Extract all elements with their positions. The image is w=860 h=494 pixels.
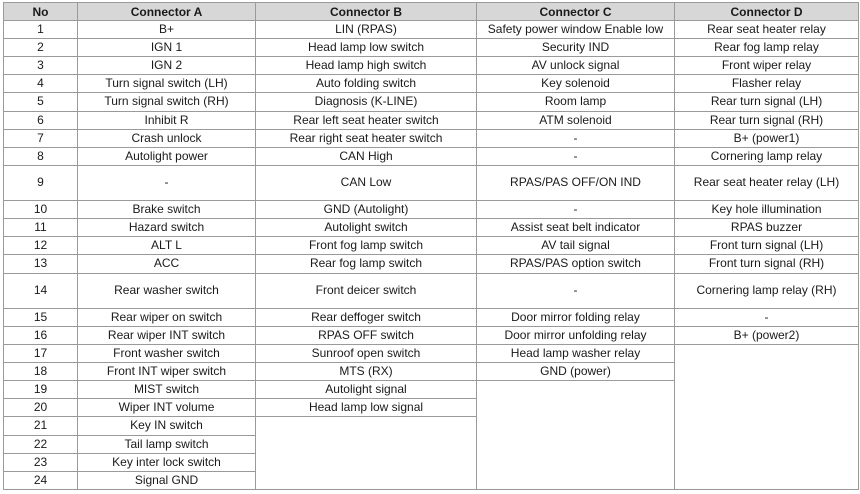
connector-c-cell: Head lamp washer relay [477, 344, 675, 362]
connector-d-cell: - [675, 308, 859, 326]
connector-pinout-table [3, 2, 859, 490]
connector-b-cell: CAN High [256, 147, 477, 165]
table-row [4, 273, 859, 308]
connector-d-cell: Rear seat heater relay [675, 21, 859, 39]
connector-b-cell: Rear left seat heater switch [256, 111, 477, 129]
connector-c-cell: GND (power) [477, 363, 675, 381]
table-row [4, 326, 859, 344]
connector-b-cell: Front fog lamp switch [256, 237, 477, 255]
connector-a-cell: Crash unlock [78, 129, 256, 147]
connector-b-cell: Sunroof open switch [256, 344, 477, 362]
pin-number-cell: 16 [4, 326, 78, 344]
connector-d-cell: Rear turn signal (RH) [675, 111, 859, 129]
connector-a-cell: Brake switch [78, 201, 256, 219]
connector-d-cell: RPAS buzzer [675, 219, 859, 237]
connector-c-cell: - [477, 273, 675, 308]
connector-a-cell: Tail lamp switch [78, 435, 256, 453]
connector-a-cell: Wiper INT volume [78, 399, 256, 417]
header-row [4, 3, 859, 21]
table-row [4, 165, 859, 200]
connector-a-cell: Front washer switch [78, 344, 256, 362]
connector-b-cell: RPAS OFF switch [256, 326, 477, 344]
pin-number-cell: 5 [4, 93, 78, 111]
connector-a-cell: MIST switch [78, 381, 256, 399]
connector-d-cell: Key hole illumination [675, 201, 859, 219]
connector-a-cell: Rear wiper on switch [78, 308, 256, 326]
pin-number-cell: 9 [4, 165, 78, 200]
pin-number-cell: 3 [4, 57, 78, 75]
table-row [4, 237, 859, 255]
table-row [4, 147, 859, 165]
connector-c-cell: AV tail signal [477, 237, 675, 255]
connector-b-cell: Rear right seat heater switch [256, 129, 477, 147]
pin-number-cell: 7 [4, 129, 78, 147]
connector-b-cell: Head lamp low signal [256, 399, 477, 417]
connector-c-cell: AV unlock signal [477, 57, 675, 75]
header-connector-d: Connector D [675, 3, 859, 21]
pin-number-cell: 1 [4, 21, 78, 39]
pin-number-cell: 4 [4, 75, 78, 93]
table-body [4, 21, 859, 490]
connector-b-cell: Diagnosis (K-LINE) [256, 93, 477, 111]
connector-b-cell: CAN Low [256, 165, 477, 200]
pin-number-cell: 15 [4, 308, 78, 326]
connector-c-cell: ATM solenoid [477, 111, 675, 129]
connector-b-cell: MTS (RX) [256, 363, 477, 381]
connector-a-cell: Rear wiper INT switch [78, 326, 256, 344]
table-row [4, 344, 859, 362]
connector-a-cell: Key IN switch [78, 417, 256, 435]
connector-b-cell: Rear deffoger switch [256, 308, 477, 326]
header-connector-b: Connector B [256, 3, 477, 21]
connector-b-cell: Head lamp low switch [256, 39, 477, 57]
table-row [4, 93, 859, 111]
connector-b-cell: Autolight signal [256, 381, 477, 399]
connector-a-cell: Key inter lock switch [78, 453, 256, 471]
connector-d-cell: Front wiper relay [675, 57, 859, 75]
connector-d-cell: B+ (power1) [675, 129, 859, 147]
empty-cell-d [675, 344, 859, 489]
connector-c-cell: - [477, 147, 675, 165]
pin-number-cell: 2 [4, 39, 78, 57]
connector-a-cell: Turn signal switch (LH) [78, 75, 256, 93]
connector-d-cell: Cornering lamp relay [675, 147, 859, 165]
connector-a-cell: Rear washer switch [78, 273, 256, 308]
empty-cell-c [477, 381, 675, 490]
connector-a-cell: ACC [78, 255, 256, 273]
connector-d-cell: Rear turn signal (LH) [675, 93, 859, 111]
empty-cell-b [256, 417, 477, 490]
connector-d-cell: Cornering lamp relay (RH) [675, 273, 859, 308]
table-row [4, 129, 859, 147]
connector-c-cell: Room lamp [477, 93, 675, 111]
connector-b-cell: GND (Autolight) [256, 201, 477, 219]
table-row [4, 21, 859, 39]
connector-a-cell: Inhibit R [78, 111, 256, 129]
header-connector-a: Connector A [78, 3, 256, 21]
connector-d-cell: Flasher relay [675, 75, 859, 93]
table-row [4, 255, 859, 273]
header-no: No [4, 3, 78, 21]
table-row [4, 111, 859, 129]
connector-b-cell: Autolight switch [256, 219, 477, 237]
pin-number-cell: 23 [4, 453, 78, 471]
pin-number-cell: 18 [4, 363, 78, 381]
connector-a-cell: Turn signal switch (RH) [78, 93, 256, 111]
pin-number-cell: 19 [4, 381, 78, 399]
connector-b-cell: Rear fog lamp switch [256, 255, 477, 273]
connector-b-cell: Front deicer switch [256, 273, 477, 308]
connector-b-cell: Head lamp high switch [256, 57, 477, 75]
connector-c-cell: Assist seat belt indicator [477, 219, 675, 237]
pin-number-cell: 17 [4, 344, 78, 362]
connector-a-cell: Signal GND [78, 471, 256, 489]
connector-a-cell: IGN 1 [78, 39, 256, 57]
connector-a-cell: Autolight power [78, 147, 256, 165]
pin-number-cell: 20 [4, 399, 78, 417]
connector-a-cell: ALT L [78, 237, 256, 255]
connector-b-cell: LIN (RPAS) [256, 21, 477, 39]
table-row [4, 219, 859, 237]
connector-c-cell: Door mirror folding relay [477, 308, 675, 326]
connector-a-cell: Front INT wiper switch [78, 363, 256, 381]
connector-a-cell: IGN 2 [78, 57, 256, 75]
connector-c-cell: RPAS/PAS OFF/ON IND [477, 165, 675, 200]
connector-c-cell: Security IND [477, 39, 675, 57]
connector-c-cell: Key solenoid [477, 75, 675, 93]
connector-d-cell: Front turn signal (LH) [675, 237, 859, 255]
connector-c-cell: RPAS/PAS option switch [477, 255, 675, 273]
connector-a-cell: - [78, 165, 256, 200]
table-row [4, 75, 859, 93]
table-row [4, 308, 859, 326]
pin-number-cell: 12 [4, 237, 78, 255]
pin-number-cell: 10 [4, 201, 78, 219]
table-row [4, 201, 859, 219]
table-row [4, 39, 859, 57]
table-row [4, 57, 859, 75]
pin-number-cell: 24 [4, 471, 78, 489]
header-connector-c: Connector C [477, 3, 675, 21]
connector-d-cell: Rear seat heater relay (LH) [675, 165, 859, 200]
pin-number-cell: 13 [4, 255, 78, 273]
connector-a-cell: Hazard switch [78, 219, 256, 237]
connector-d-cell: Rear fog lamp relay [675, 39, 859, 57]
connector-d-cell: B+ (power2) [675, 326, 859, 344]
pin-number-cell: 14 [4, 273, 78, 308]
connector-c-cell: - [477, 201, 675, 219]
connector-d-cell: Front turn signal (RH) [675, 255, 859, 273]
connector-c-cell: Safety power window Enable low [477, 21, 675, 39]
pin-number-cell: 22 [4, 435, 78, 453]
connector-c-cell: - [477, 129, 675, 147]
pin-number-cell: 11 [4, 219, 78, 237]
pin-number-cell: 6 [4, 111, 78, 129]
pin-number-cell: 21 [4, 417, 78, 435]
connector-c-cell: Door mirror unfolding relay [477, 326, 675, 344]
connector-b-cell: Auto folding switch [256, 75, 477, 93]
connector-a-cell: B+ [78, 21, 256, 39]
pin-number-cell: 8 [4, 147, 78, 165]
